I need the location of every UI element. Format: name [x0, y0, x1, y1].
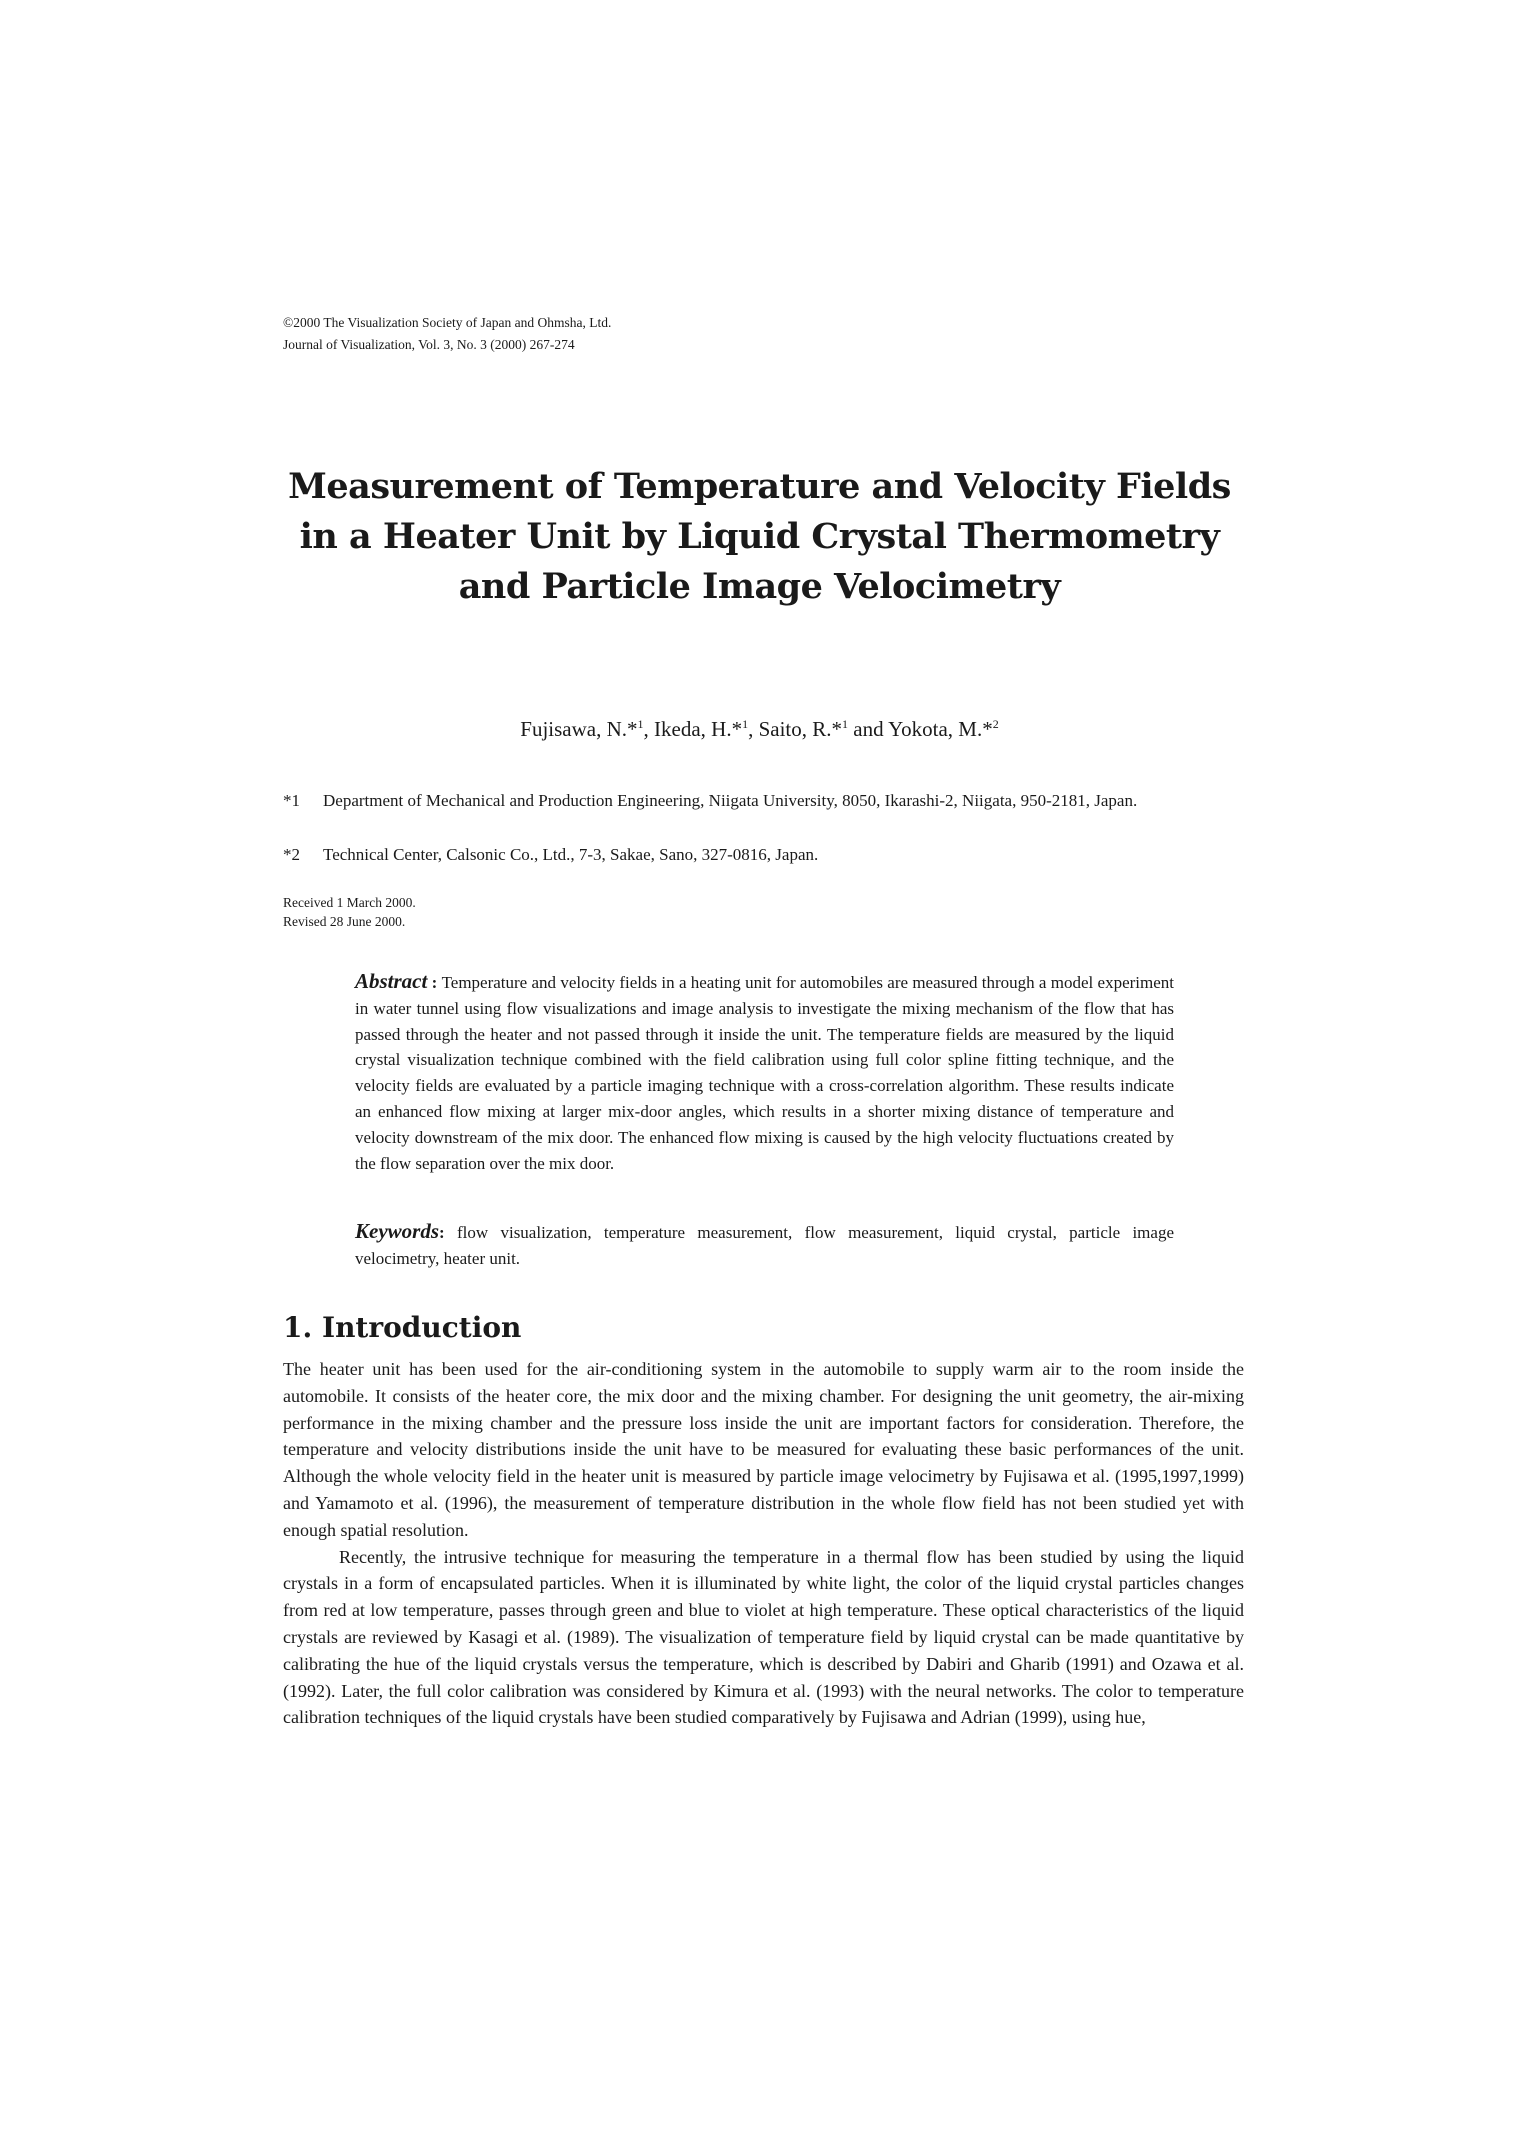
author-2: , Ikeda, H.*	[643, 717, 743, 741]
abstract-separator: :	[427, 973, 442, 992]
author-3-affil: 1	[842, 717, 849, 731]
journal-header	[283, 312, 611, 356]
introduction-body	[283, 1356, 1244, 1731]
keywords-label: Keywords	[355, 1219, 439, 1243]
abstract-block	[355, 969, 1174, 1176]
author-list	[200, 714, 1319, 744]
title-line-3: and Particle Image Velocimetry	[458, 566, 1061, 607]
affiliation-1-text: Department of Mechanical and Production Engineering, Niigata University, 8050, Ikarashi-2, Niigata, 950-2181, Japan.	[323, 791, 1138, 810]
author-3: , Saito, R.*	[748, 717, 843, 741]
received-date: Received 1 March 2000.	[283, 895, 416, 910]
paragraph-2: Recently, the intrusive technique for measuring the temperature in a thermal flow has been studied by using the liquid crystals in a form of encapsulated particles. When it is illuminated by white light, the color of the liquid crystal particles changes from red at low temperature, passes through green and blue to violet at high temperature. These optical characteristics of the liquid crystals are reviewed by Kasagi et al. (1989). The visualization of temperature field by liquid crystal can be made quantitative by calibrating the hue of the liquid crystals versus the temperature, which is described by Dabiri and Gharib (1991) and Ozawa et al. (1992). Later, the full color calibration was considered by Kimura et al. (1993) with the neural networks. The color to temperature calibration techniques of the liquid crystals have been studied comparatively by Fujisawa and Adrian (1999), using hue,	[283, 1546, 1244, 1728]
affiliation-1	[283, 788, 1244, 814]
abstract-text: Temperature and velocity fields in a heating unit for automobiles are measured through a model experiment in water tunnel using flow visualizations and image analysis to investigate the mixing mechanism of the flow that has passed through the heater and not passed through it inside the unit. The temperature fields are measured by the liquid crystal visualization technique combined with the field calibration using full color spline fitting technique, and the velocity fields are evaluated by a particle imaging technique with a cross-correlation algorithm. These results indicate an enhanced flow mixing at larger mix-door angles, which results in a shorter mixing distance of temperature and velocity downstream of the mix door. The enhanced flow mixing is caused by the high velocity fluctuations created by the flow separation over the mix door.	[355, 973, 1174, 1173]
affiliation-2-text: Technical Center, Calsonic Co., Ltd., 7-3, Sakae, Sano, 327-0816, Japan.	[323, 845, 819, 864]
abstract-label: Abstract	[355, 969, 428, 993]
keywords-text: flow visualization, temperature measurement, flow measurement, liquid crystal, particle image velocimetry, heater unit.	[355, 1223, 1174, 1268]
author-1-affil: 1	[637, 717, 644, 731]
paper-title	[200, 462, 1319, 612]
keywords-block	[355, 1219, 1174, 1272]
affiliation-2-number: *2	[283, 845, 300, 864]
title-line-1: Measurement of Temperature and Velocity Fields	[288, 466, 1231, 507]
title-line-2: in a Heater Unit by Liquid Crystal Thermometry	[299, 516, 1220, 557]
journal-citation: Journal of Visualization, Vol. 3, No. 3 (2000) 267-274	[283, 337, 575, 352]
author-2-affil: 1	[742, 717, 749, 731]
affiliation-1-number: *1	[283, 791, 300, 810]
keywords-separator: :	[439, 1223, 457, 1242]
author-1: Fujisawa, N.*	[520, 717, 638, 741]
affiliation-2	[283, 842, 1244, 868]
section-heading-introduction: 1. Introduction	[283, 1311, 522, 1344]
submission-dates	[283, 893, 416, 931]
author-4-affil: 2	[992, 717, 999, 731]
copyright-line: ©2000 The Visualization Society of Japan and Ohmsha, Ltd.	[283, 315, 612, 330]
author-4: and Yokota, M.*	[848, 717, 993, 741]
paragraph-1: The heater unit has been used for the air-conditioning system in the automobile to supply warm air to the room inside the automobile. It consists of the heater core, the mix door and the mixing chamber. For designing the unit geometry, the air-mixing performance in the mixing chamber and the pressure loss inside the unit are important factors for consideration. Therefore, the temperature and velocity distributions inside the unit have to be measured for evaluating these basic performances of the unit. Although the whole velocity field in the heater unit is measured by particle image velocimetry by Fujisawa et al. (1995,1997,1999) and Yamamoto et al. (1996), the measurement of temperature distribution in the whole flow field has not been studied yet with enough spatial resolution.	[283, 1359, 1244, 1540]
revised-date: Revised 28 June 2000.	[283, 914, 406, 929]
